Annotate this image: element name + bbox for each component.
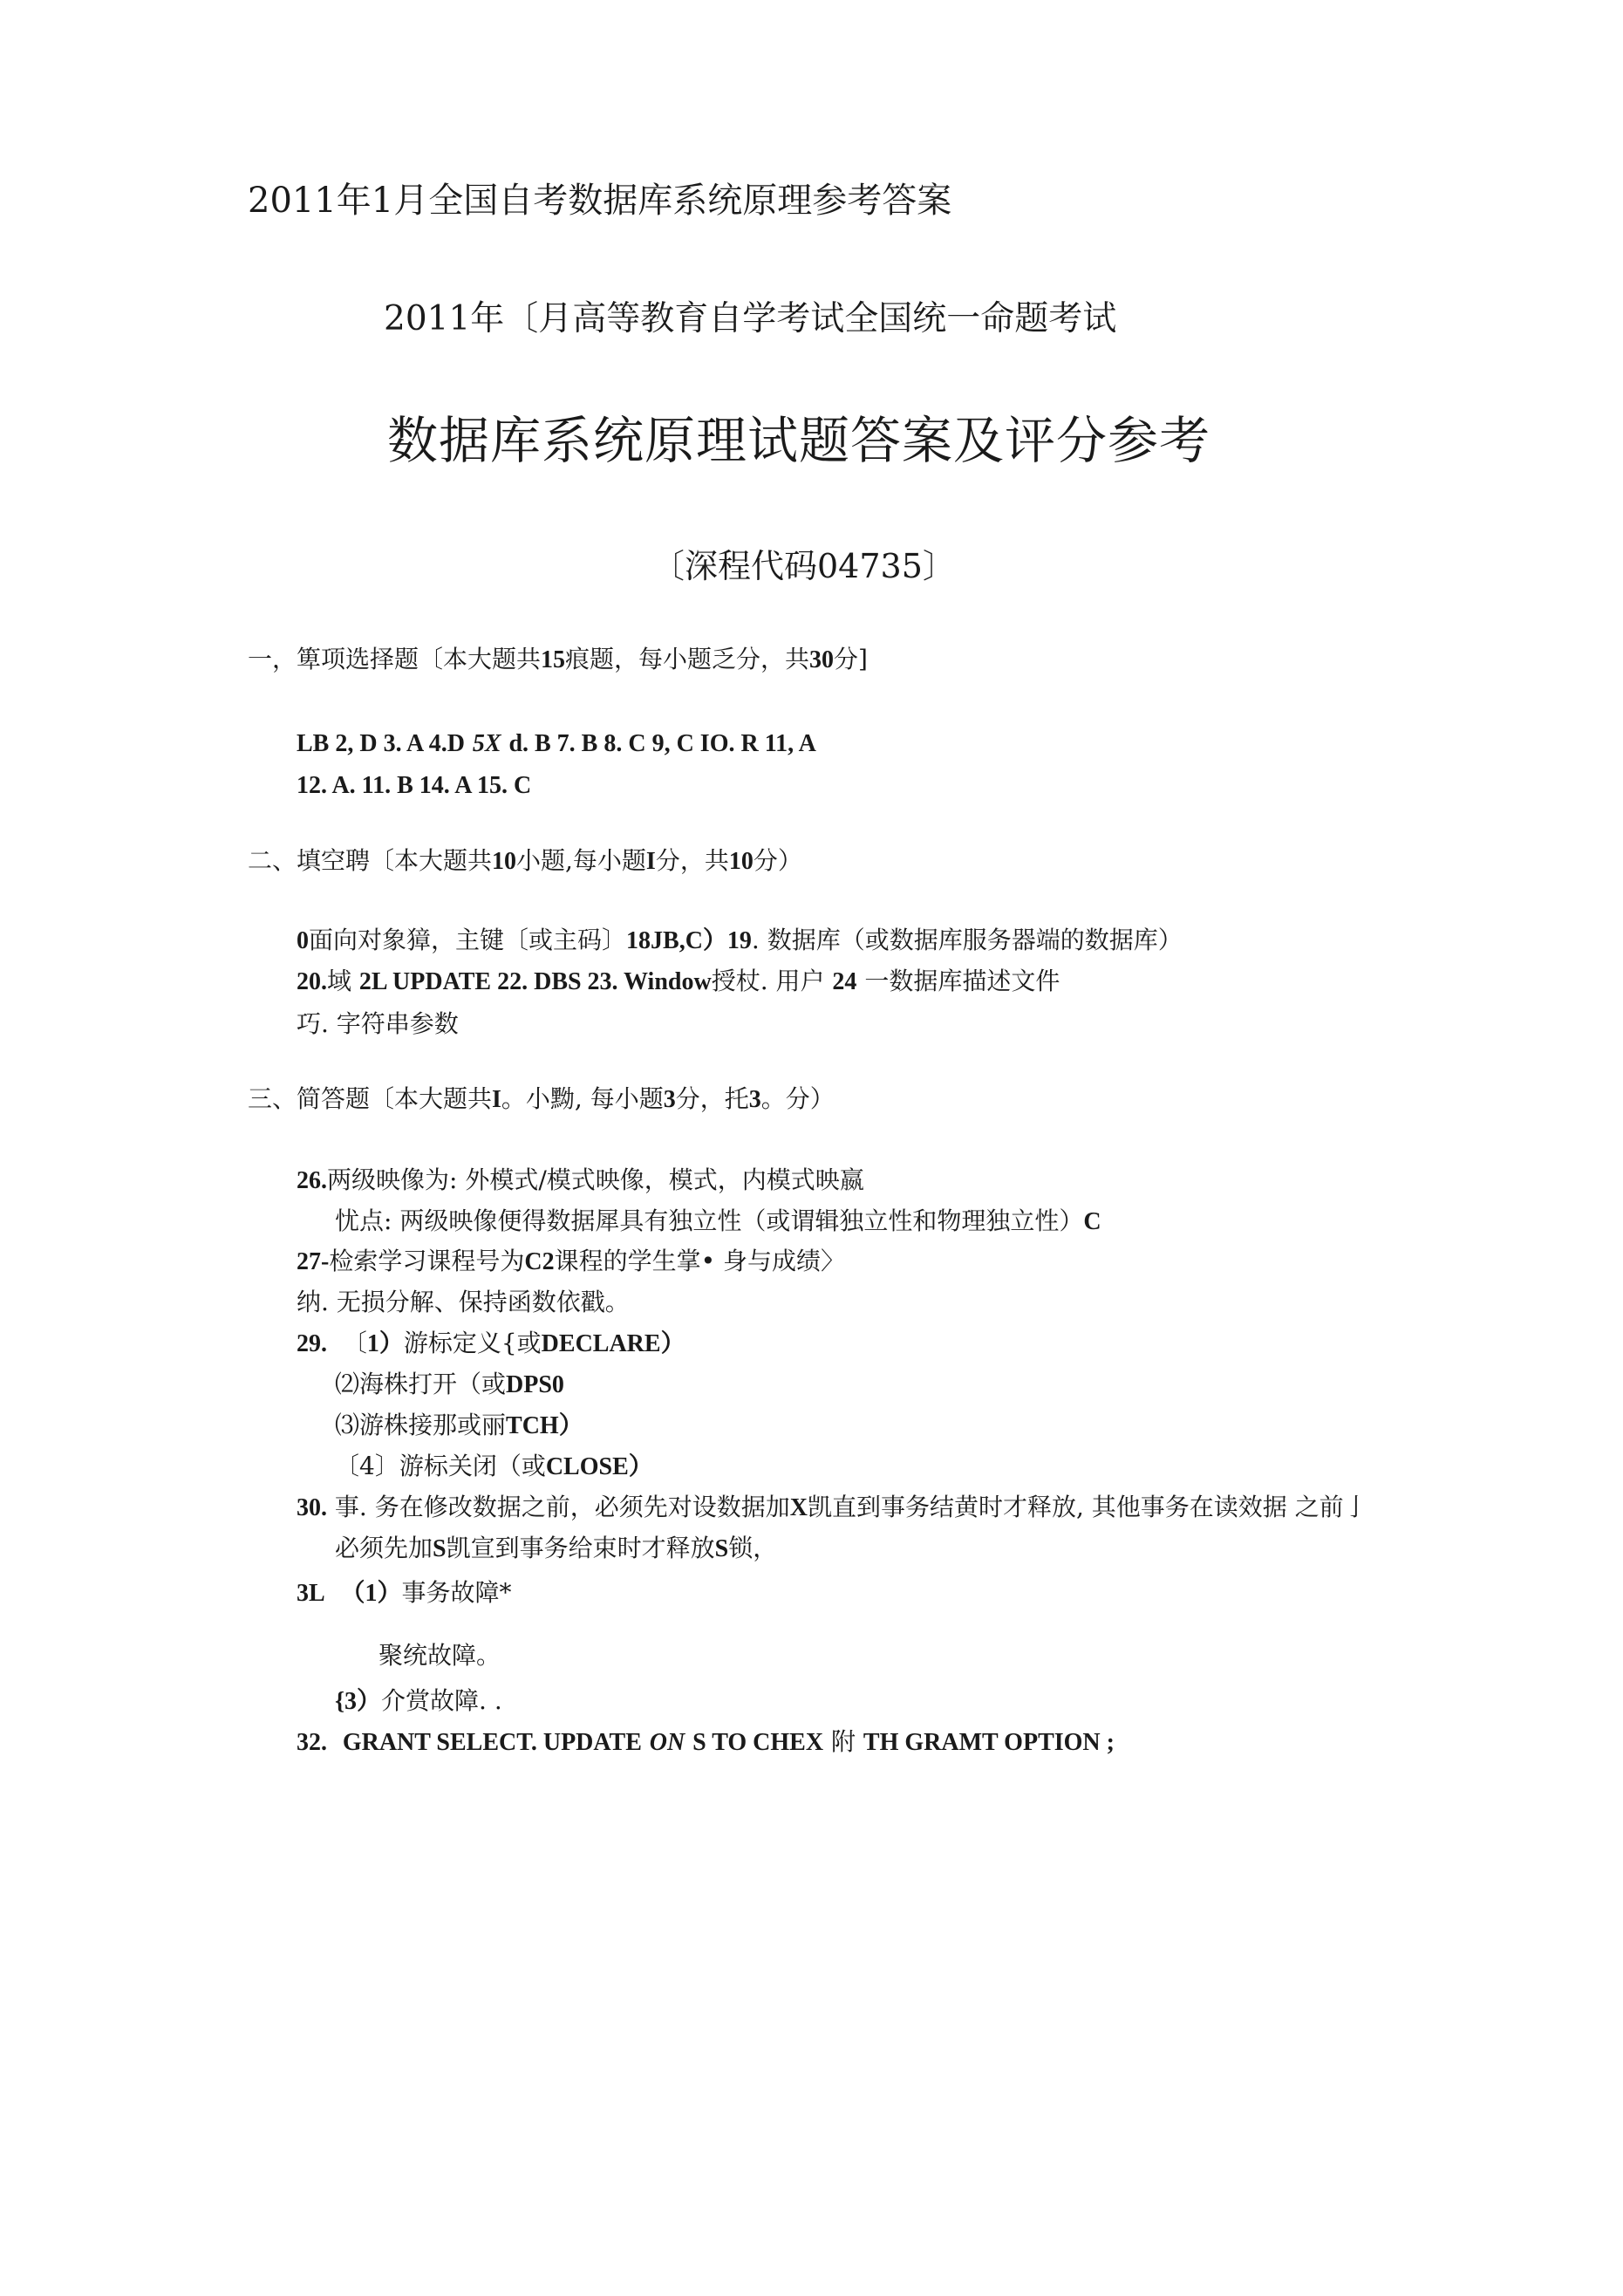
s2-line2	[297, 969, 1060, 994]
s2-line1	[297, 928, 1183, 953]
main-title: 数据库系统原理试题答案及评分参考	[387, 411, 1211, 470]
q29-c2: TCH）	[506, 1412, 583, 1439]
s3-heading-f: 3	[748, 1086, 761, 1113]
s2-l1-d: . 数据库（或数据库服务器端的数据库）	[751, 926, 1183, 954]
q32-a: GRANT SELECT. UPDATE	[342, 1729, 642, 1756]
q32-b: ON	[649, 1729, 685, 1756]
s2-heading-b: 10	[492, 848, 517, 875]
q29-a1: 〔	[342, 1329, 367, 1357]
s2-l2-c: 2L UPDATE 22. DBS 23. Window	[358, 968, 712, 995]
q31-a2: 事务故障*	[401, 1578, 512, 1607]
q31-a1: （1）	[340, 1580, 402, 1607]
q29-line2	[335, 1372, 564, 1397]
q29-num: 29.	[297, 1330, 327, 1357]
s2-l2-f: 一数据库描述文件	[864, 967, 1060, 995]
s1-answers2: 12. A. 11. B 14. A 15. C	[297, 772, 532, 799]
s2-l2-e: 24	[832, 968, 857, 995]
s1-heading-c: 痕题，每小题乏分，共	[565, 645, 810, 673]
q26-line1	[297, 1165, 864, 1194]
exam-line: 2011年〔月高等教育自学考试全国统一命题考试	[384, 299, 1117, 338]
s3-heading-e: 分，托	[675, 1084, 749, 1113]
q30-d: 必须先加	[335, 1534, 433, 1562]
s2-heading-d: I	[645, 848, 656, 875]
q29-b2: DPS0	[506, 1371, 564, 1398]
q30-a: 事. 务在修改数据之前，必须先对设数据加	[334, 1493, 790, 1521]
q26-num: 26.	[297, 1167, 327, 1194]
q30-b: X	[789, 1494, 808, 1521]
s2-l2-d: 授杖. 用户	[711, 967, 825, 995]
s2-l2-a: 20.	[297, 968, 327, 995]
s2-l1-b: 面向对象獐，主键〔或主码〕	[309, 926, 627, 954]
s1-heading-e: 分]	[834, 645, 868, 673]
s1-heading-d: 30	[809, 646, 835, 673]
s1-answers-line2	[297, 773, 531, 798]
q28-line: 纳. 无损分解、保持函数依戳。	[297, 1288, 630, 1316]
q26-text: 两级映像为: 外模式/模式映像，模式，内模式映嬴	[327, 1165, 864, 1194]
s1-answers1-a: LB 2, D 3. A 4.D	[297, 730, 465, 757]
section2-heading	[248, 846, 802, 875]
s2-l1-c: 18JB,C）19	[626, 927, 752, 954]
q32-d: 附	[830, 1727, 856, 1756]
q31-c1: {3）	[335, 1688, 382, 1715]
q26-line2	[335, 1206, 1101, 1235]
s2-heading-e: 分，共	[655, 846, 729, 875]
q27-c: 课程的学生掌• 身与成绩〉	[554, 1247, 845, 1275]
top-title: 2011年1月全国自考数据库系统原理参考答案	[248, 181, 952, 221]
q32-e: TH GRAMT OPTION ;	[863, 1729, 1115, 1756]
q29-a4: DECLARE）	[541, 1330, 685, 1357]
q31-line3	[335, 1686, 502, 1715]
q29-d1: 〔4〕游标关闭（或	[335, 1452, 546, 1480]
s2-l1-a: 0	[297, 927, 309, 954]
s2-heading-f: 10	[728, 848, 754, 875]
s3-heading-c: 。小黝, 每小题	[501, 1084, 664, 1113]
q31-line2: 聚统故障。	[378, 1641, 501, 1670]
s2-line3: 巧. 字符串参数	[297, 1009, 459, 1038]
q26-adv-end: C	[1083, 1208, 1101, 1235]
q30-line2	[335, 1536, 777, 1561]
q30-line1	[297, 1495, 1368, 1520]
q32-c: S TO CHEX	[692, 1729, 824, 1756]
s1-answers1-rest: d. B 7. B 8. C 9, C IO. R 11, A	[508, 730, 816, 757]
s2-l2-b: 域	[327, 967, 352, 995]
s2-heading-c: 小题,每小题	[516, 846, 646, 875]
q29-a3: 游标定义{或	[403, 1329, 542, 1357]
section3-heading	[248, 1084, 835, 1113]
s2-heading-g: 分）	[753, 846, 802, 875]
s2-heading-a: 二、填空聘〔本大题共	[248, 846, 493, 875]
s3-heading-g: 。分）	[760, 1084, 835, 1113]
q31-num: 3L	[297, 1580, 325, 1607]
q31-line1	[297, 1578, 512, 1607]
q27-line	[297, 1249, 845, 1274]
s3-heading-d: 3	[663, 1086, 676, 1113]
q30-g: S	[714, 1535, 729, 1562]
q26-adv: 忧点: 两级映像便得数据犀具有独立性（或谓辑独立性和物理独立性）	[335, 1206, 1084, 1235]
s1-heading-b: 15	[541, 646, 566, 673]
s3-heading-a: 三、简答题〔本大题共	[248, 1084, 493, 1113]
s1-answers1-italic: 5X	[472, 730, 501, 757]
q30-e: S	[433, 1535, 447, 1562]
s3-heading-b: I	[492, 1086, 501, 1113]
s1-answers-line1	[297, 731, 816, 756]
s1-heading-a: 一，箄项选择题〔本大题共	[248, 645, 542, 673]
q29-line1	[297, 1331, 685, 1356]
q29-line4	[335, 1454, 653, 1479]
q29-a2: 1）	[366, 1330, 404, 1357]
q27-num: 27-	[297, 1248, 330, 1275]
q30-c: 凯直到事务结黄时才释放, 其他事务在读效据 之前亅	[807, 1493, 1368, 1521]
q29-c1: ⑶游株接那或丽	[335, 1411, 507, 1439]
section1-heading	[248, 647, 868, 673]
q27-b: C2	[524, 1248, 555, 1275]
q30-f: 凯宣到事务给束时才释放	[446, 1534, 715, 1562]
q30-num: 30.	[297, 1494, 327, 1521]
q29-d2: CLOSE）	[545, 1453, 653, 1480]
q32-line	[297, 1727, 1115, 1756]
q30-h: 锁，	[728, 1534, 778, 1562]
course-code-line: 〔深程代码04735〕	[651, 547, 956, 585]
q32-num: 32.	[297, 1729, 327, 1756]
q29-line3	[335, 1413, 583, 1438]
q31-c2: 介赏故障. .	[381, 1686, 502, 1715]
q29-b1: ⑵海株打开（或	[335, 1370, 507, 1398]
q27-a: 检索学习课程号为	[329, 1247, 525, 1275]
